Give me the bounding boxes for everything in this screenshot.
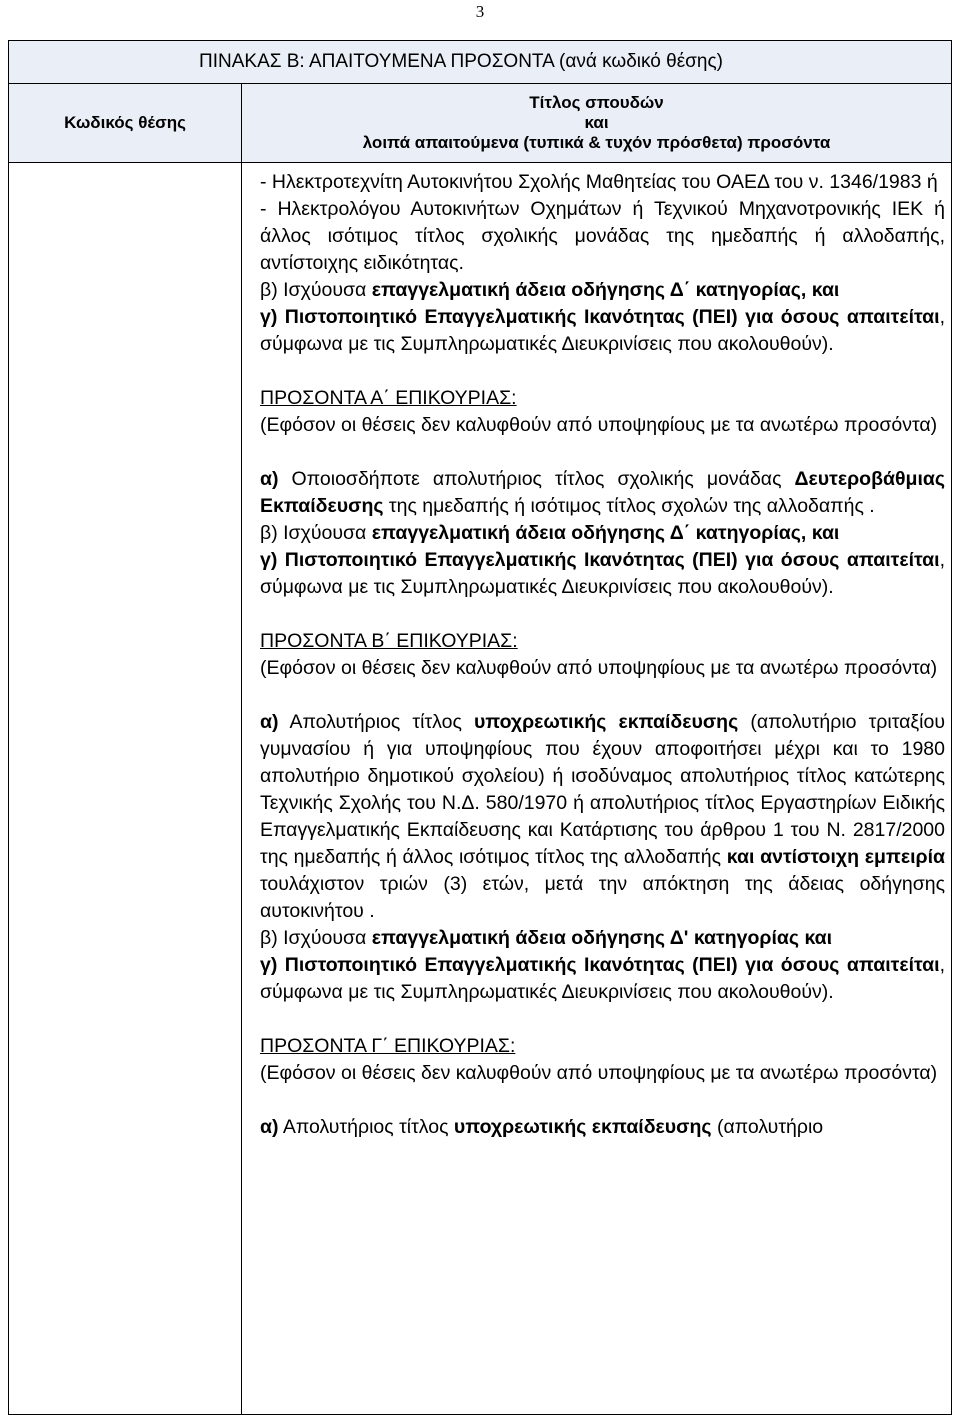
table-body-row bbox=[9, 163, 952, 1415]
section-c-note: (Εφόσον οι θέσεις δεν καλυφθούν από υποψηφίους με τα ανωτέρω προσόντα) bbox=[260, 1062, 938, 1084]
section-b-item-b: β) Ισχύουσα επαγγελματική άδεια οδήγησης Δ' κατηγορίας και bbox=[260, 927, 833, 949]
requirements-table bbox=[8, 40, 952, 1415]
section-b-heading: ΠΡΟΣΟΝΤΑ Β΄ ΕΠΙΚΟΥΡΙΑΣ: bbox=[260, 630, 518, 652]
header-line-and: και bbox=[584, 113, 609, 132]
section-a-item-c: γ) Πιστοποιητικό Επαγγελματικής Ικανότητας (ΠΕΙ) για όσους απαιτείται, σύμφωνα με τις Συμπληρωματικές Διευκρινίσεις που ακολουθούν). bbox=[260, 549, 945, 598]
header-line-title: Τίτλος σπουδών bbox=[529, 93, 664, 112]
table-header-row bbox=[9, 84, 952, 163]
intro-item-b: β) Ισχύουσα επαγγελματική άδεια οδήγησης Δ΄ κατηγορίας, και bbox=[260, 279, 840, 301]
qualifications-cell bbox=[242, 163, 952, 1415]
section-a-item-a: α) Οποιοσδήποτε απολυτήριος τίτλος σχολικής μονάδας Δευτεροβάθμιας Εκπαίδευσης της ημεδαπής ή ισότιμος τίτλος σχολών της αλλοδαπής . bbox=[260, 468, 945, 517]
position-code-cell bbox=[9, 163, 242, 1415]
section-b-note: (Εφόσον οι θέσεις δεν καλυφθούν από υποψηφίους με τα ανωτέρω προσόντα) bbox=[260, 657, 938, 679]
section-a-heading: ΠΡΟΣΟΝΤΑ Α΄ ΕΠΙΚΟΥΡΙΑΣ: bbox=[260, 387, 517, 409]
section-c-heading: ΠΡΟΣΟΝΤΑ Γ΄ ΕΠΙΚΟΥΡΙΑΣ: bbox=[260, 1035, 516, 1057]
page-number: 3 bbox=[475, 2, 485, 21]
section-c-item-a: α) Απολυτήριος τίτλος υποχρεωτικής εκπαίδευσης (απολυτήριο bbox=[260, 1116, 824, 1138]
section-a-note: (Εφόσον οι θέσεις δεν καλυφθούν από υποψηφίους με τα ανωτέρω προσόντα) bbox=[260, 414, 938, 436]
intro-line-2: - Ηλεκτρολόγου Αυτοκινήτων Οχημάτων ή Τεχνικού Μηχανοτρονικής ΙΕΚ ή άλλος ισότιμος τίτλος σχολικής μονάδας της ημεδαπής ή αλλοδαπής, αντίστοιχης ειδικότητας. bbox=[260, 198, 945, 274]
intro-item-c: γ) Πιστοποιητικό Επαγγελματικής Ικανότητας (ΠΕΙ) για όσους απαιτείται, σύμφωνα με τις Συμπληρωματικές Διευκρινίσεις που ακολουθούν). bbox=[260, 306, 945, 355]
table-title: ΠΙΝΑΚΑΣ Β: ΑΠΑΙΤΟΥΜΕΝΑ ΠΡΟΣΟΝΤΑ (ανά κωδικό θέσης) bbox=[9, 41, 952, 84]
column-header-position-code: Κωδικός θέσης bbox=[9, 84, 242, 163]
section-b-item-a: α) Απολυτήριος τίτλος υποχρεωτικής εκπαίδευσης (απολυτήριο τριταξίου γυμνασίου ή για υποψηφίους που έχουν αποφοιτήσει μέχρι και το 1980 απολυτήριο δημοτικού σχολείου) ή ισοδύναμος απολυτήριος τίτλος κατώτερης Τεχνικής Σχολής του Ν.Δ. 580/1970 ή απολυτήριος τίτλος Εργαστηρίων Ειδικής Επαγγελματικής Εκπαίδευσης και Κατάρτισης του άρθρου 1 του Ν. 2817/2000 της ημεδαπής ή άλλος ισότιμος τίτλος της αλλοδαπής και αντίστοιχη εμπειρία τουλάχιστον τριών (3) ετών, μετά την απόκτηση της άδειας οδήγησης αυτοκινήτου . bbox=[260, 711, 945, 922]
section-b-item-c: γ) Πιστοποιητικό Επαγγελματικής Ικανότητας (ΠΕΙ) για όσους απαιτείται, σύμφωνα με τις Συμπληρωματικές Διευκρινίσεις που ακολουθούν). bbox=[260, 954, 945, 1003]
header-line-other: λοιπά απαιτούμενα (τυπικά & τυχόν πρόσθετα) προσόντα bbox=[362, 133, 831, 152]
column-header-qualifications bbox=[242, 84, 952, 163]
intro-line-1: - Ηλεκτροτεχνίτη Αυτοκινήτου Σχολής Μαθητείας του ΟΑΕΔ του ν. 1346/1983 ή bbox=[260, 171, 938, 193]
section-a-item-b: β) Ισχύουσα επαγγελματική άδεια οδήγησης Δ΄ κατηγορίας, και bbox=[260, 522, 840, 544]
